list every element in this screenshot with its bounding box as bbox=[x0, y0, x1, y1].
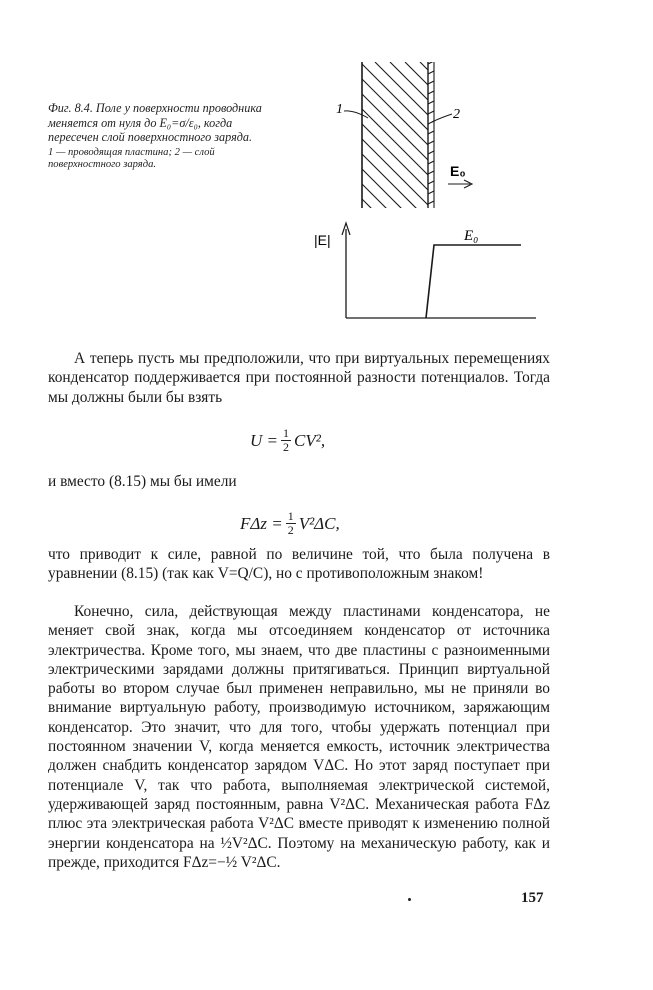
curve-label: E₀ bbox=[464, 228, 479, 244]
formula-force: FΔz = $\frac{1}{2}$ V²ΔC, bbox=[240, 509, 340, 537]
paragraph-3: что приводит к силе, равной по величине той, что была получена в уравнении (8.15) (так как V=Q/C), но с противоположным знаком! bbox=[48, 546, 550, 583]
page-number: 157 bbox=[521, 890, 544, 906]
layer-label: 2 bbox=[453, 107, 460, 122]
plate-label: 1 bbox=[336, 102, 343, 117]
figure-caption bbox=[48, 101, 284, 172]
field-curve bbox=[426, 245, 521, 318]
paragraph-1: А теперь пусть мы предположили, что при виртуальных перемещениях конденсатор поддерживается при постоянной разности потенциалов. Тогда мы должны были бы взять bbox=[48, 350, 550, 406]
axis-label: |E| bbox=[314, 232, 331, 248]
caption-legend: 1 — проводящая пластина; 2 — слой поверхностного заряда. bbox=[48, 146, 215, 170]
field-label: E₀ bbox=[450, 163, 466, 179]
plate-hatching bbox=[330, 62, 490, 208]
paragraph-2: и вместо (8.15) мы бы имели bbox=[48, 473, 237, 490]
formula-energy: U = $\frac{1}{2}$ CV², bbox=[250, 426, 326, 454]
paragraph-4: Конечно, сила, действующая между пластинами конденсатора, не меняет свой знак, когда мы отсоединяем конденсатор от источника электричества. Кроме того, мы знаем, что две пластины с разноименными электрическими зарядами должны притягиваться. Принцип виртуальной работы во втором случае был применен неправильно, мы не приняли во внимание виртуальную работу, производимую источником, заряжающим конденсатор. Это значит, что для того, чтобы удержать потенциал при постоянном значении V, когда меняется емкость, источник электричества должен снабдить конденсатор зарядом VΔC. Но этот заряд поступает при потенциале V, так что работа, выполняемая электрической системой, удерживающей заряд постоянным, равна V²ΔC. Механическая работа FΔz плюс эта электрическая работа V²ΔC вместе приводят к изменению полной энергии конденсатора на ½V²ΔC. Поэтому на механическую работу, как и прежде, приходится FΔz=−½ V²ΔC. bbox=[48, 603, 550, 871]
field-graph bbox=[300, 215, 540, 330]
page-mark bbox=[408, 898, 411, 901]
plate-diagram bbox=[330, 58, 490, 208]
caption-title: Фиг. 8.4. Поле у поверхности проводника меняется от нуля до E₀=σ/ε₀, когда пересечен слой поверхностного заряда. bbox=[48, 101, 262, 144]
